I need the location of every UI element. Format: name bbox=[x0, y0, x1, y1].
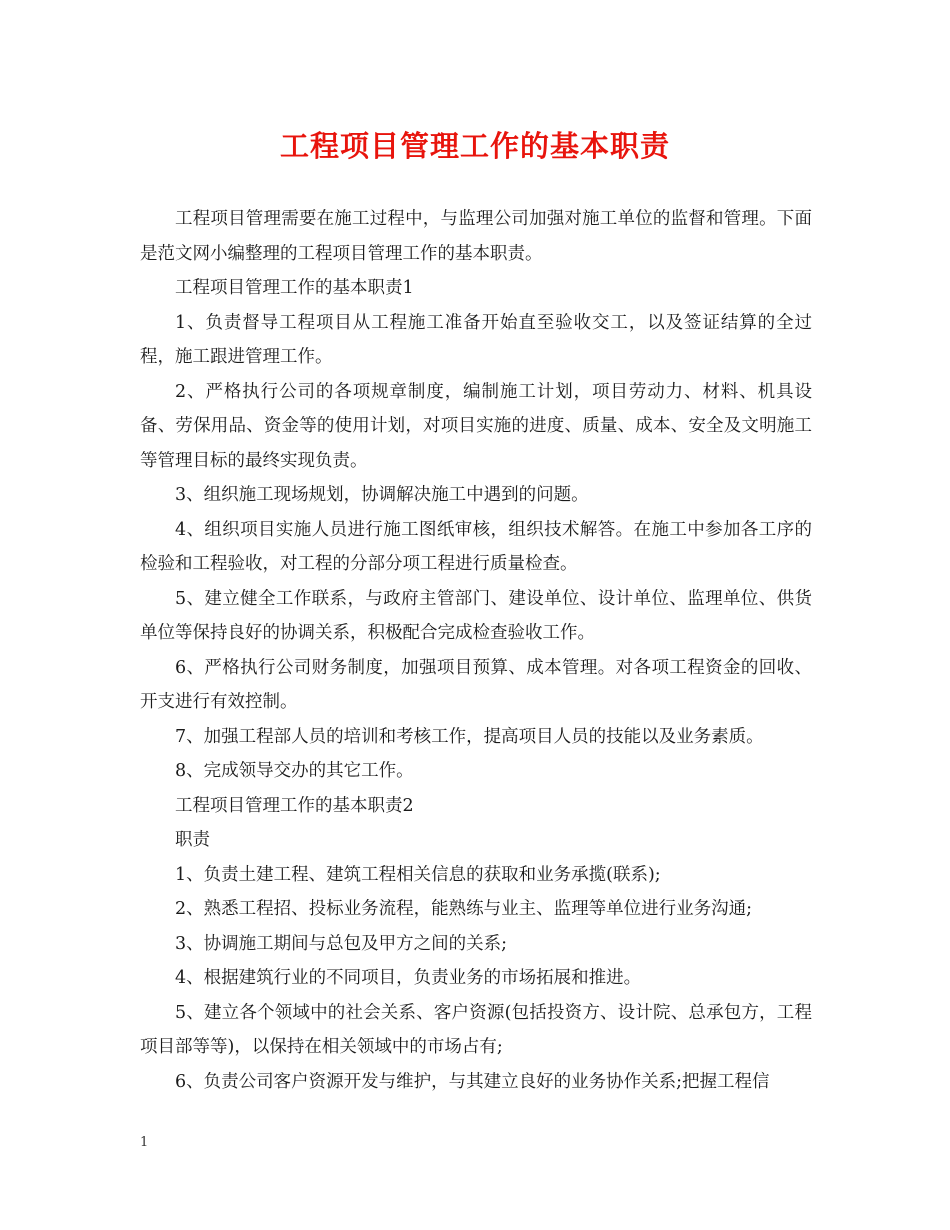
paragraph-item: 3、协调施工期间与总包及甲方之间的关系; bbox=[175, 933, 508, 954]
document-body bbox=[140, 202, 812, 1099]
paragraph-item: 1、负责督导工程项目从工程施工准备开始直至验收交工，以及签证结算的全过程，施工跟进管理工作。 bbox=[140, 312, 812, 367]
document-title: 工程项目管理工作的基本职责 bbox=[279, 129, 670, 163]
paragraph-item: 1、负责土建工程、建筑工程相关信息的获取和业务承揽(联系); bbox=[175, 864, 661, 885]
paragraph-item: 6、负责公司客户资源开发与维护，与其建立良好的业务协作关系;把握工程信 bbox=[175, 1071, 770, 1092]
section-heading-2: 工程项目管理工作的基本职责2 bbox=[175, 795, 414, 816]
paragraph-item: 4、根据建筑行业的不同项目，负责业务的市场拓展和推进。 bbox=[175, 968, 642, 988]
paragraph-item: 2、熟悉工程招、投标业务流程，能熟练与业主、监理等单位进行业务沟通; bbox=[175, 899, 753, 919]
paragraph-item: 3、组织施工现场规划，协调解决施工中遇到的问题。 bbox=[175, 485, 589, 505]
page-number: 1 bbox=[140, 1135, 149, 1150]
paragraph-item: 5、建立各个领域中的社会关系、客户资源(包括投资方、设计院、总承包方，工程项目部等等)，以保持在相关领域中的市场占有; bbox=[140, 1002, 812, 1057]
paragraph-item: 7、加强工程部人员的培训和考核工作，提高项目人员的技能以及业务素质。 bbox=[175, 726, 764, 747]
paragraph-item: 8、完成领导交办的其它工作。 bbox=[175, 761, 414, 781]
paragraph-item: 2、严格执行公司的各项规章制度，编制施工计划，项目劳动力、材料、机具设备、劳保用品、资金等的使用计划，对项目实施的进度、质量、成本、安全及文明施工等管理目标的最终实现负责。 bbox=[140, 381, 812, 471]
section-heading-1: 工程项目管理工作的基本职责1 bbox=[175, 278, 414, 298]
subheading-duties: 职责 bbox=[175, 830, 210, 850]
paragraph-item: 5、建立健全工作联系，与政府主管部门、建设单位、设计单位、监理单位、供货单位等保持良好的协调关系，积极配合完成检查验收工作。 bbox=[140, 588, 812, 643]
paragraph-intro: 工程项目管理需要在施工过程中，与监理公司加强对施工单位的监督和管理。下面是范文网小编整理的工程项目管理工作的基本职责。 bbox=[140, 209, 812, 264]
paragraph-item: 4、组织项目实施人员进行施工图纸审核，组织技术解答。在施工中参加各工序的检验和工程验收，对工程的分部分项工程进行质量检查。 bbox=[140, 519, 812, 574]
paragraph-item: 6、严格执行公司财务制度，加强项目预算、成本管理。对各项工程资金的回收、开支进行有效控制。 bbox=[140, 657, 812, 712]
